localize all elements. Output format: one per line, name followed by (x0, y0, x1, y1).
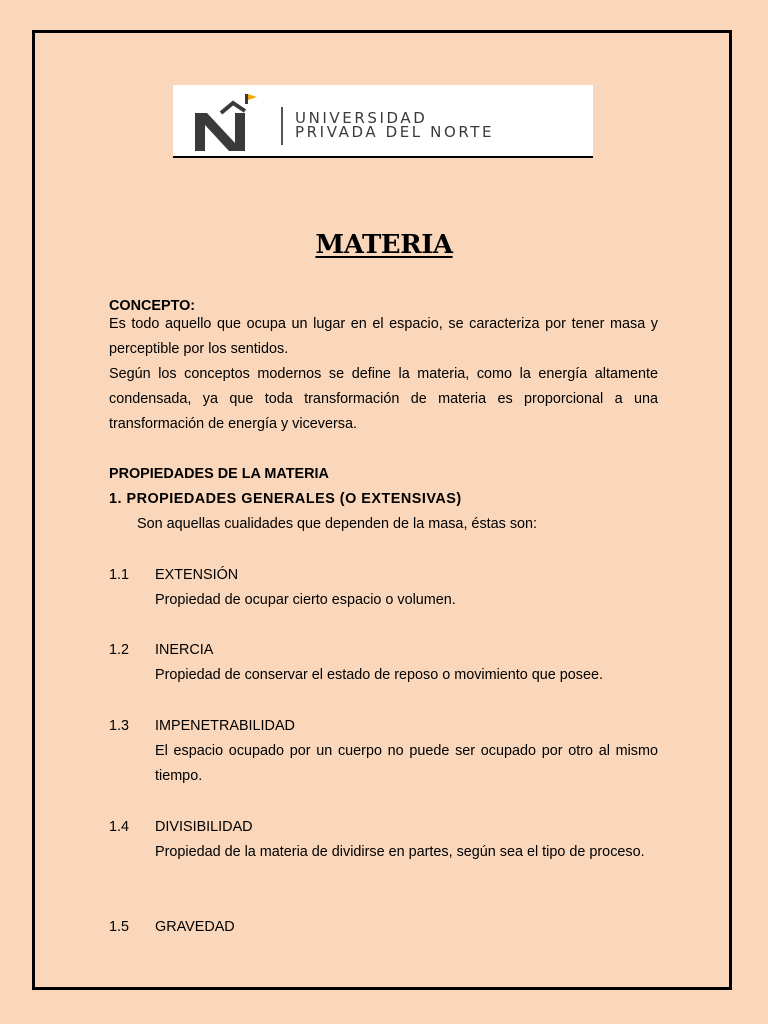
item-number: 1.1 (109, 567, 130, 583)
item-description: Propiedad de ocupar cierto espacio o volumen. (155, 592, 456, 608)
propiedades-heading: PROPIEDADES DE LA MATERIA (109, 466, 329, 482)
logo-underline (173, 156, 593, 158)
upn-logo-icon (191, 91, 271, 151)
concepto-paragraph-2: Según los conceptos modernos se define la materia, como la energía altamente condensada, ya que toda transformación de materia es proporcional a una transformación de energía y viceversa. (109, 366, 658, 432)
university-logo (173, 85, 593, 156)
item-description: Propiedad de conservar el estado de reposo o movimiento que posee. (155, 667, 603, 683)
item-number: 1.3 (109, 718, 130, 734)
logo-line2: PRIVADA DEL NORTE (295, 123, 495, 141)
propiedades-intro: Son aquellas cualidades que dependen de la masa, éstas son: (137, 516, 538, 532)
item-description: Propiedad de la materia de dividirse en partes, según sea el tipo de proceso. (155, 844, 645, 860)
concepto-heading: CONCEPTO: (109, 298, 196, 314)
item-number: 1.4 (109, 819, 130, 835)
concepto-paragraph-1: Es todo aquello que ocupa un lugar en el espacio, se caracteriza por tener masa y perceptible por los sentidos. (109, 316, 658, 357)
item-heading: GRAVEDAD (155, 919, 235, 935)
item-description: El espacio ocupado por un cuerpo no puede ser ocupado por otro al mismo tiempo. (155, 743, 658, 784)
logo-flag-icon (248, 94, 257, 100)
item-heading: INERCIA (155, 642, 214, 658)
item-number: 1.5 (109, 919, 130, 935)
logo-line1: UNIVERSIDAD (295, 109, 428, 127)
propiedades-generales-heading: 1. PROPIEDADES GENERALES (O EXTENSIVAS) (109, 491, 462, 507)
item-number: 1.2 (109, 642, 130, 658)
item-heading: EXTENSIÓN (155, 567, 239, 583)
logo-divider (281, 107, 283, 145)
logo-text (295, 111, 494, 139)
page-title: MATERIA (315, 230, 453, 260)
item-heading: DIVISIBILIDAD (155, 819, 253, 835)
item-heading: IMPENETRABILIDAD (155, 718, 295, 734)
